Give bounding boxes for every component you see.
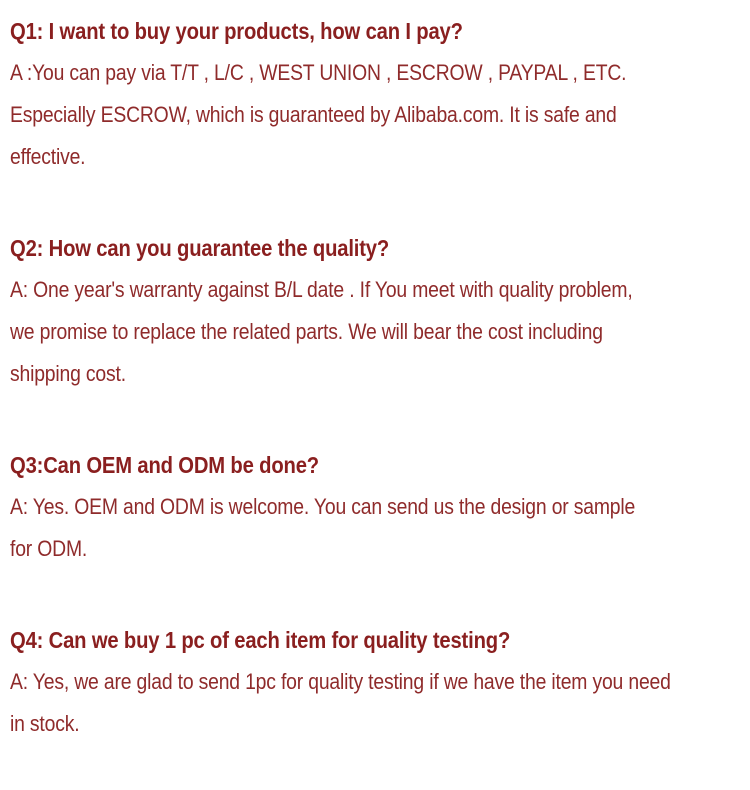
faq-section-q1 xyxy=(10,10,742,178)
faq-section-q3 xyxy=(10,444,742,570)
faq-answer-line: effective. xyxy=(10,144,86,169)
faq-answer-line: in stock. xyxy=(10,711,80,736)
faq-answer-line: for ODM. xyxy=(10,536,88,561)
faq-answer-line: A: One year's warranty against B/L date . If You meet with quality problem, xyxy=(10,277,633,302)
faq-answer xyxy=(10,269,742,395)
faq-question: Q2: How can you guarantee the quality? xyxy=(10,235,390,261)
faq-answer-line: A: Yes. OEM and ODM is welcome. You can send us the design or sample xyxy=(10,494,636,519)
faq-answer xyxy=(10,661,742,745)
faq-answer-line: A: Yes, we are glad to send 1pc for quality testing if we have the item you need xyxy=(10,669,671,694)
faq-question: Q4: Can we buy 1 pc of each item for quality testing? xyxy=(10,627,511,653)
faq-answer-line: we promise to replace the related parts. We will bear the cost including xyxy=(10,319,603,344)
faq-question: Q1: I want to buy your products, how can I pay? xyxy=(10,18,463,44)
faq-section-q2 xyxy=(10,227,742,395)
faq-answer xyxy=(10,52,742,178)
faq-answer-line: A :You can pay via T/T , L/C , WEST UNION , ESCROW , PAYPAL , ETC. xyxy=(10,60,627,85)
faq-answer-line: Especially ESCROW, which is guaranteed by Alibaba.com. It is safe and xyxy=(10,102,617,127)
faq-section-q4 xyxy=(10,619,742,745)
faq-answer-line: shipping cost. xyxy=(10,361,126,386)
faq-question: Q3:Can OEM and ODM be done? xyxy=(10,452,319,478)
faq-answer xyxy=(10,486,742,570)
